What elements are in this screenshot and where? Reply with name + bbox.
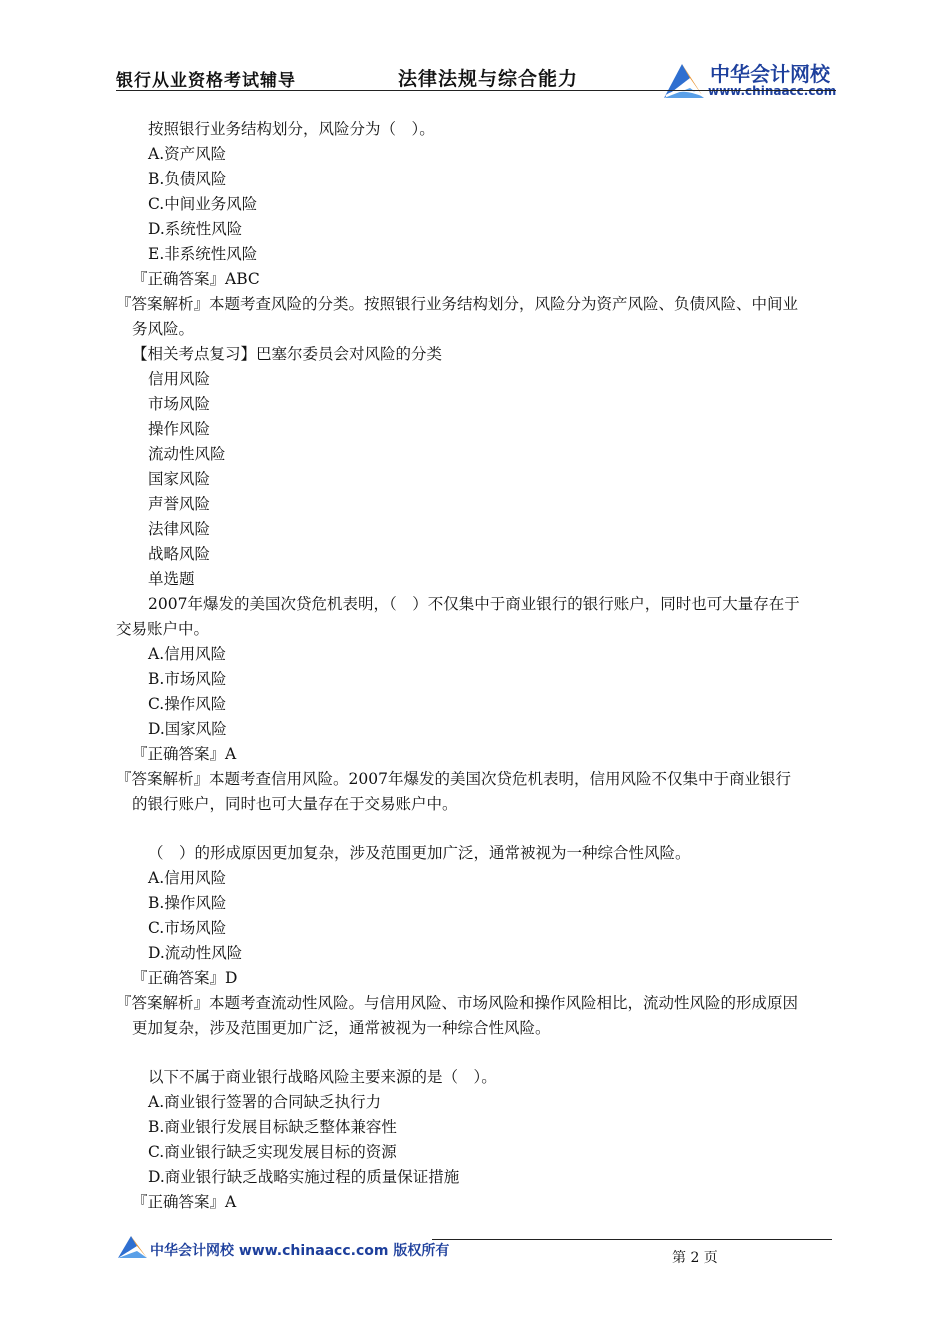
page-header bbox=[0, 0, 950, 100]
q2-option-a: A.信用风险 bbox=[148, 645, 227, 663]
chinaacc-logo[interactable] bbox=[660, 58, 840, 102]
q2-analysis-line2: 的银行账户，同时也可大量存在于交易账户中。 bbox=[132, 795, 458, 813]
footer-divider bbox=[432, 1239, 832, 1240]
review-item: 市场风险 bbox=[148, 395, 211, 413]
review-item: 信用风险 bbox=[148, 370, 211, 388]
q2-option-d: D.国家风险 bbox=[148, 720, 227, 738]
exam-series-title: 银行从业资格考试辅导 bbox=[116, 71, 296, 91]
q2-option-c: C.操作风险 bbox=[148, 695, 227, 713]
review-item: 声誉风险 bbox=[148, 495, 211, 513]
q2-option-b: B.市场风险 bbox=[148, 670, 227, 688]
q4-option-a: A.商业银行签署的合同缺乏执行力 bbox=[148, 1093, 382, 1111]
subject-title: 法律法规与综合能力 bbox=[398, 68, 579, 90]
review-item: 操作风险 bbox=[148, 420, 211, 438]
q4-option-c: C.商业银行缺乏实现发展目标的资源 bbox=[148, 1143, 397, 1161]
q3-option-a: A.信用风险 bbox=[148, 869, 227, 887]
header-divider bbox=[116, 90, 836, 91]
q3-analysis-line1: 『答案解析』本题考查流动性风险。与信用风险、市场风险和操作风险相比，流动性风险的形成原因 bbox=[116, 994, 799, 1012]
logo-triangle-icon bbox=[660, 60, 708, 102]
q1-analysis-line1: 『答案解析』本题考查风险的分类。按照银行业务结构划分，风险分为资产风险、负债风险、中间业 bbox=[116, 295, 799, 313]
section-label: 单选题 bbox=[148, 570, 195, 588]
q3-option-c: C.市场风险 bbox=[148, 919, 227, 937]
logo-url: www.chinaacc.com bbox=[708, 84, 837, 98]
q4-option-d: D.商业银行缺乏战略实施过程的质量保证措施 bbox=[148, 1168, 460, 1186]
q1-option-c: C.中间业务风险 bbox=[148, 195, 258, 213]
q2-stem-line1: 2007年爆发的美国次贷危机表明，（ ）不仅集中于商业银行的银行账户，同时也可大量存在于 bbox=[148, 595, 800, 613]
review-item: 流动性风险 bbox=[148, 445, 226, 463]
q3-answer: 『正确答案』D bbox=[132, 969, 238, 987]
q1-analysis-line2: 务风险。 bbox=[132, 320, 195, 338]
q2-stem-line2: 交易账户中。 bbox=[116, 620, 210, 638]
footer-logo-icon bbox=[116, 1234, 150, 1260]
logo-name: 中华会计网校 bbox=[710, 62, 830, 86]
q3-analysis-line2: 更加复杂，涉及范围更加广泛，通常被视为一种综合性风险。 bbox=[132, 1019, 551, 1037]
footer-copyright: 中华会计网校 www.chinaacc.com 版权所有 bbox=[150, 1243, 450, 1259]
page-number: 第 2 页 bbox=[672, 1250, 718, 1266]
q1-review-title: 【相关考点复习】巴塞尔委员会对风险的分类 bbox=[132, 345, 443, 363]
q3-option-b: B.操作风险 bbox=[148, 894, 227, 912]
q3-stem: （ ）的形成原因更加复杂，涉及范围更加广泛，通常被视为一种综合性风险。 bbox=[148, 844, 691, 862]
q1-stem: 按照银行业务结构划分，风险分为（ ）。 bbox=[148, 120, 435, 138]
review-item: 战略风险 bbox=[148, 545, 211, 563]
q1-option-b: B.负债风险 bbox=[148, 170, 227, 188]
q1-option-a: A.资产风险 bbox=[148, 145, 227, 163]
q4-option-b: B.商业银行发展目标缺乏整体兼容性 bbox=[148, 1118, 397, 1136]
q1-answer: 『正确答案』ABC bbox=[132, 270, 260, 288]
q4-stem: 以下不属于商业银行战略风险主要来源的是（ ）。 bbox=[148, 1068, 497, 1086]
q1-option-d: D.系统性风险 bbox=[148, 220, 243, 238]
q4-answer: 『正确答案』A bbox=[132, 1193, 237, 1211]
review-item: 法律风险 bbox=[148, 520, 211, 538]
q3-option-d: D.流动性风险 bbox=[148, 944, 243, 962]
review-item: 国家风险 bbox=[148, 470, 211, 488]
q2-analysis-line1: 『答案解析』本题考查信用风险。2007年爆发的美国次贷危机表明，信用风险不仅集中于商业银行 bbox=[116, 770, 791, 788]
q1-option-e: E.非系统性风险 bbox=[148, 245, 258, 263]
q2-answer: 『正确答案』A bbox=[132, 745, 237, 763]
